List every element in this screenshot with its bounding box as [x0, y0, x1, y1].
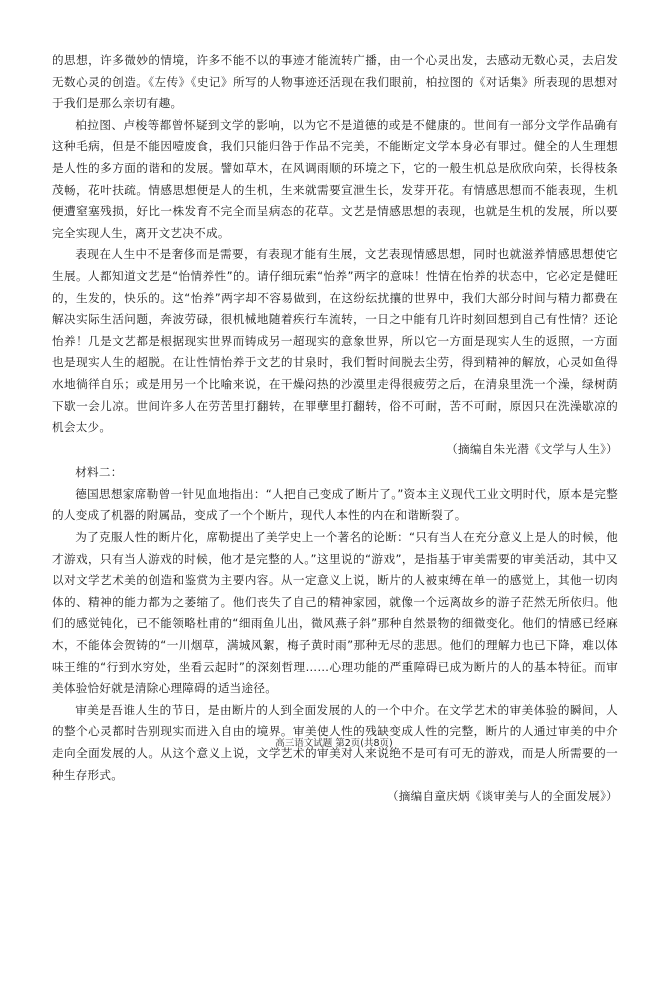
paragraph-6: 审美是吾谁人生的节日，是由断片的人到全面发展的人的一个中介。在文学艺术的审美体验的瞬间，人的整个心灵都时告别现实而进入自由的境界。审美使人性的残缺变成人性的完整，断片的人通过审美的中介走向全面发展的人。从这个意义上说，文学艺术的审美对人来说绝不是可有可无的游戏，而是人所需要的一种生存形式。 [52, 702, 618, 782]
paragraph-2: 柏拉图、卢梭等都曾怀疑到文学的影响，以为它不是道德的或是不健康的。世间有一部分文学作品确有这种毛病，但是不能因噎废食，我们只能归咎于作品不完美，不能断定文学本身必有罪过。健全的人生理想是人性的多方面的谐和的发展。譬如草木，在风调雨顺的环境之下，它的一般生机总是欣欣向荣，长得枝条茂畅，花叶扶疏。情感思想便是人的生机，生来就需要宣泄生长，发芽开花。有情感思想而不能表现，生机便遭窒塞残损，好比一株发育不完全而呈病态的花草。文艺是情感思想的表现，也就是生机的发展，所以要完全实现人生，离开文艺决不成。 [52, 117, 618, 240]
page-footer: 高三语文试题 第2页(共8页) [275, 738, 393, 749]
material-two-heading: 材料二： [75, 465, 123, 480]
paragraph-1: 的思想，许多微妙的情境，许多不能不以的事迹才能流转广播，由一个心灵出发，去感动无数心灵，去启发无数心灵的创造。《左传》《史记》所写的人物事迹还活现在我们眼前，柏拉图的《对话集》所表现的思想对于我们是那么亲切有趣。 [52, 53, 618, 111]
paragraph-4: 德国思想家席勒曾一针见血地指出：“人把自己变成了断片了。”资本主义现代工业文明时代，原本是完整的人变成了机器的附属品，变成了一个个断片，现代人本性的内在和谐断裂了。 [52, 486, 618, 523]
paragraph-5: 为了克服人性的断片化，席勒提出了美学史上一个著名的论断：“只有当人在充分意义上是人的时候，他才游戏，只有当人游戏的时候，他才是完整的人。”这里说的“游戏”，是指基于审美需要的审美活动，其中又以对文学艺术美的创造和鉴赏为主要内容。从一定意义上说，断片的人被束缚在单一的感觉上，其他一切肉体的、精神的能力都为之萎缩了。他们丧失了自己的精神家园，就像一个远离故乡的游子茫然无所依归。他们的感觉钝化，已不能领略杜甫的“细雨鱼儿出，微风燕子斜”那种自然景物的细微变化。他们的情感已经麻木，不能体会贺铸的“一川烟草，满城风絮，梅子黄时雨”那种无尽的悲思。他们的理解力也已下降，难以体味王维的“行到水穷处，坐看云起时”的深刻哲理……心理功能的严重障碍已成为断片的人的基本特征。而审美体验恰好就是清除心理障碍的适当途径。 [52, 530, 618, 696]
article-body [52, 50, 618, 808]
source-citation-2: （摘编自童庆炳《谈审美与人的全面发展》） [386, 789, 618, 804]
source-citation-1: （摘编自朱光潜《文学与人生》） [446, 441, 618, 456]
paragraph-3: 表现在人生中不是奢侈而是需要，有表现才能有生展，文艺表现情感思想，同时也就滋养情感思想使它生展。人都知道文艺是“怡情养性”的。请仔细玩索“怡养”两字的意味！性情在怡养的状态中，它必定是健旺的，生发的，快乐的。这“怡养”两字却不容易做到，在这纷纭扰攘的世界中，我们大部分时间与精力都费在解决实际生活问题，奔波劳碌，很机械地随着疾行车流转，一日之中能有几许时刻回想到自己有性情？还论怡养！几是文艺都是根据现实世界而铸成另一超现实的意象世界，所以它一方面是现实人生的返照，一方面也是现实人生的超脱。在让性情怡养于文艺的甘泉时，我们暂时间脱去尘劳，得到精神的解放，心灵如鱼得水地徜徉自乐；或是用另一个比喻来说，在干燥闷热的沙漠里走得很疲劳之后，在清泉里洗一个澡，绿树荫下歇一会儿凉。世间许多人在劳苦里打翻转，在罪孽里打翻转，俗不可耐，苦不可耐，原因只在洗澡歇凉的机会太少。 [52, 247, 618, 435]
